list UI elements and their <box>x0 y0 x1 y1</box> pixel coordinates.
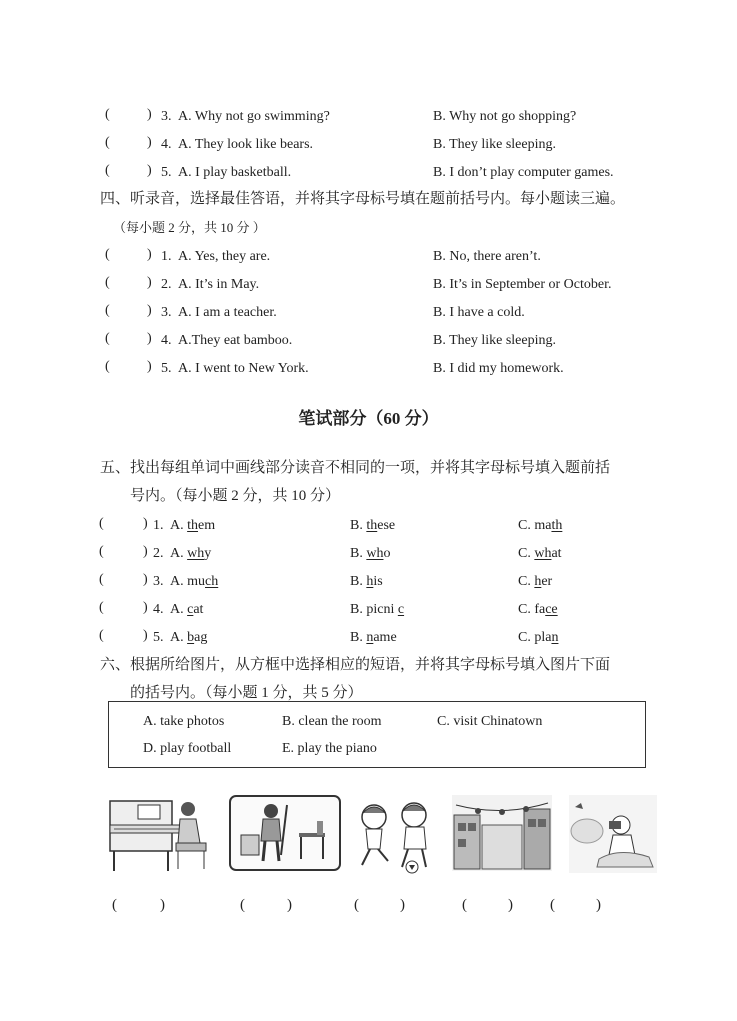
phrase-option: A. take photos <box>143 714 225 729</box>
part6-heading-cont: 的括号内。（每小题 1 分，共 5 分） <box>130 685 363 701</box>
underlined-part: wh <box>366 546 384 561</box>
option-b: B. picni c <box>350 602 405 617</box>
option-b: B. No, there aren’t. <box>433 249 541 264</box>
answer-paren-close: ) <box>147 331 152 346</box>
underlined-part: th <box>187 518 199 533</box>
answer-paren-close: ) <box>147 163 152 178</box>
football-picture-icon <box>352 795 442 875</box>
question-number: 5. <box>161 361 172 376</box>
option-b: B. They like sleeping. <box>433 137 556 152</box>
answer-paren-close: ) <box>160 897 165 913</box>
option-b: B. It’s in September or October. <box>433 277 612 292</box>
answer-paren-open: ( <box>550 897 555 913</box>
option-b: B. his <box>350 574 383 589</box>
part5-heading: 五、找出每组单词中画线部分读音不相同的一项，并将其字母标号填入题前括 <box>100 460 611 476</box>
answer-paren-open: ( <box>105 163 110 178</box>
question-number: 3. <box>153 574 164 589</box>
answer-paren-close: ) <box>147 359 152 374</box>
question-number: 1. <box>153 518 164 533</box>
answer-paren-close: ) <box>147 275 152 290</box>
underlined-part: n <box>366 630 374 645</box>
option-b: B. Why not go shopping? <box>433 109 577 124</box>
option-a: A. I went to New York. <box>178 361 309 376</box>
part4-note: （每小题 2 分，共 10 分 ） <box>113 220 266 235</box>
answer-paren-open: ( <box>99 600 104 615</box>
question-number: 4. <box>161 333 172 348</box>
underlined-part: ce <box>545 602 558 617</box>
answer-paren-open: ( <box>99 572 104 587</box>
option-b: B. They like sleeping. <box>433 333 556 348</box>
phrase-option: C. visit Chinatown <box>437 714 543 729</box>
phrase-option: B. clean the room <box>282 714 382 729</box>
answer-paren-open: ( <box>112 897 117 913</box>
question-number: 3. <box>161 305 172 320</box>
option-a: A. them <box>170 518 216 533</box>
question-number: 5. <box>161 165 172 180</box>
answer-paren-close: ) <box>147 303 152 318</box>
underlined-part: ch <box>205 574 219 589</box>
option-a: A.They eat bamboo. <box>178 333 293 348</box>
part5-heading-cont: 号内。（每小题 2 分，共 10 分） <box>130 488 341 504</box>
answer-paren-close: ) <box>147 107 152 122</box>
option-b: B. I did my homework. <box>433 361 564 376</box>
answer-paren-close: ) <box>143 628 148 643</box>
answer-paren-close: ) <box>143 572 148 587</box>
answer-paren-open: ( <box>462 897 467 913</box>
answer-paren-open: ( <box>240 897 245 913</box>
option-a: A. cat <box>170 602 204 617</box>
question-number: 4. <box>153 602 164 617</box>
underlined-part: h <box>534 574 542 589</box>
option-c: C. her <box>518 574 553 589</box>
question-number: 5. <box>153 630 164 645</box>
answer-paren-open: ( <box>105 275 110 290</box>
answer-paren-open: ( <box>105 331 110 346</box>
option-a: A. Why not go swimming? <box>178 109 330 124</box>
phrase-option: E. play the piano <box>282 741 377 756</box>
option-a: A. why <box>170 546 212 561</box>
question-number: 2. <box>153 546 164 561</box>
underlined-part: c <box>397 602 405 617</box>
question-number: 4. <box>161 137 172 152</box>
underlined-part: b <box>187 630 195 645</box>
option-c: C. math <box>518 518 563 533</box>
underlined-part: th <box>366 518 378 533</box>
take-photos-picture-icon <box>569 795 657 873</box>
underlined-part: wh <box>187 546 205 561</box>
part6-heading: 六、根据所给图片，从方框中选择相应的短语，并将其字母标号填入图片下面 <box>100 657 611 673</box>
answer-paren-close: ) <box>143 516 148 531</box>
answer-paren-open: ( <box>354 897 359 913</box>
answer-paren-open: ( <box>105 107 110 122</box>
option-b: B. who <box>350 546 391 561</box>
phrase-option: D. play football <box>143 741 232 756</box>
answer-paren-close: ) <box>143 600 148 615</box>
answer-paren-close: ) <box>147 247 152 262</box>
underlined-part: wh <box>534 546 552 561</box>
question-number: 3. <box>161 109 172 124</box>
option-a: A. I play basketball. <box>178 165 292 180</box>
option-a: A. They look like bears. <box>178 137 314 152</box>
answer-paren-close: ) <box>143 544 148 559</box>
answer-paren-close: ) <box>400 897 405 913</box>
option-b: B. I don’t play computer games. <box>433 165 614 180</box>
answer-paren-open: ( <box>99 516 104 531</box>
clean-room-picture-icon <box>229 795 341 871</box>
answer-paren-close: ) <box>147 135 152 150</box>
option-a: A. It’s in May. <box>178 277 260 292</box>
answer-paren-close: ) <box>596 897 601 913</box>
option-a: A. Yes, they are. <box>178 249 271 264</box>
option-a: A. much <box>170 574 219 589</box>
answer-paren-open: ( <box>105 303 110 318</box>
part4-heading: 四、听录音，选择最佳答语，并将其字母标号填在题前括号内。每小题读三遍。 <box>100 191 626 207</box>
option-a: A. I am a teacher. <box>178 305 277 320</box>
question-number: 1. <box>161 249 172 264</box>
answer-paren-open: ( <box>105 135 110 150</box>
answer-paren-close: ) <box>287 897 292 913</box>
underlined-part: c <box>187 602 194 617</box>
underlined-part: h <box>366 574 374 589</box>
answer-paren-open: ( <box>99 544 104 559</box>
answer-paren-open: ( <box>105 359 110 374</box>
option-c: C. face <box>518 602 558 617</box>
piano-picture-icon <box>108 793 218 875</box>
answer-paren-open: ( <box>99 628 104 643</box>
option-c: C. plan <box>518 630 559 645</box>
option-b: B. these <box>350 518 396 533</box>
chinatown-picture-icon <box>452 795 552 871</box>
answer-paren-close: ) <box>508 897 513 913</box>
question-number: 2. <box>161 277 172 292</box>
underlined-part: n <box>551 630 559 645</box>
option-b: B. name <box>350 630 397 645</box>
answer-paren-open: ( <box>105 247 110 262</box>
underlined-part: th <box>551 518 563 533</box>
option-c: C. what <box>518 546 562 561</box>
option-b: B. I have a cold. <box>433 305 525 320</box>
option-a: A. bag <box>170 630 208 645</box>
section-title: 笔试部分（60 分） <box>298 409 439 428</box>
